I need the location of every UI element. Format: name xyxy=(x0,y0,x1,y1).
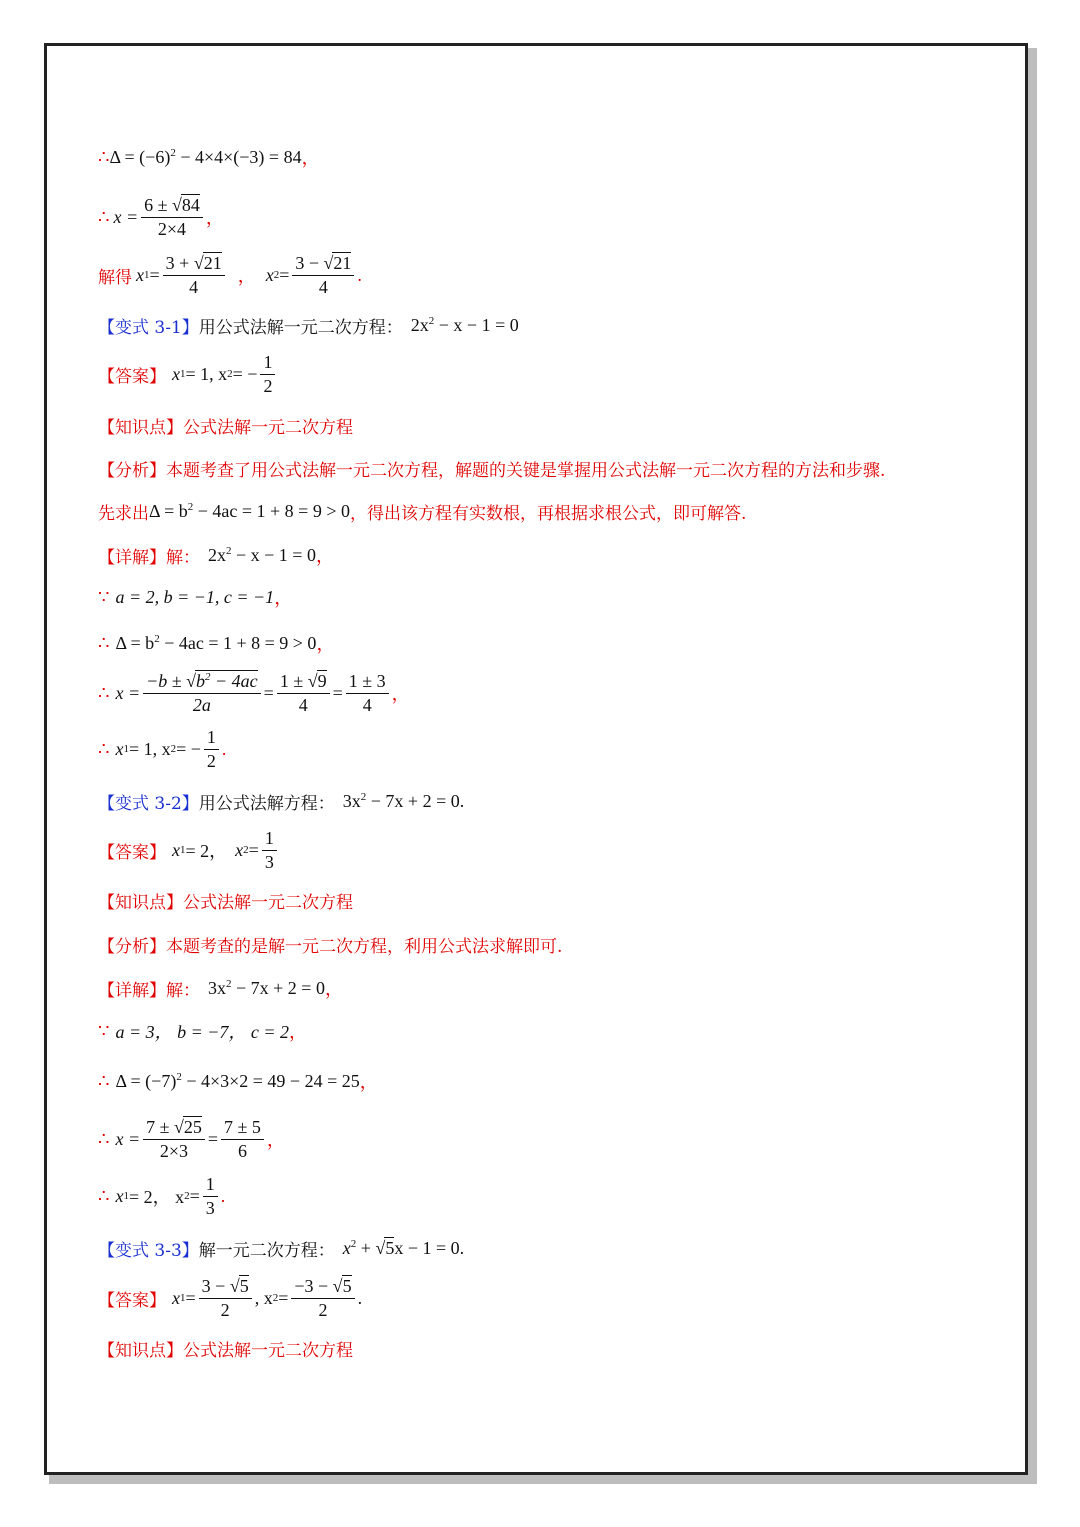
coefficients-3-2: ∵ a = 3， b = −7， c = 2 ， xyxy=(98,1020,308,1042)
answer-tag: 【答案】 xyxy=(98,366,166,387)
fraction: $\frac{1}{3}$ xyxy=(262,829,277,872)
delta-calc-line: ∴ $\Delta = (-6)^2 - 4\times 4\times(-3) = 84$ ， xyxy=(98,146,320,168)
fraction: $\frac{7 \pm 5}{6}$ xyxy=(221,1118,264,1161)
solution-line: 解得 x 1 = $\frac{3 + √21}{4}$ ， x 2 = $\frac{3 - √21}{4}$ . xyxy=(98,252,362,297)
discriminant-3-2: ∴ $\Delta = (-7)^2 - 4\times 3\times 2 = 49 - 24 = 25$ ， xyxy=(98,1070,378,1092)
fraction: $\frac{-b \pm √b^2 - 4ac}{2a}$ xyxy=(143,672,261,715)
discriminant-3-1: ∴ $\Delta = b^2 - 4ac = 1 + 8 = 9 > 0$ ， xyxy=(98,632,335,654)
answer-3-3: 【答案】 x 1 = $\frac{3 - √5}{2}$ , x 2 = $\frac{-3 - √5}{2}$ . xyxy=(98,1275,363,1320)
fraction: $\frac{1}{3}$ xyxy=(203,1175,218,1218)
knowledge-point-3-1: 【知识点】 公式法解一元二次方程 xyxy=(98,417,353,438)
answer-3-1: 【答案】 x 1 = 1, x 2 = − $\frac{1}{2}$ xyxy=(98,350,278,398)
root-formula-3-2: ∴ x = $\frac{7 \pm √25}{2\times 3}$ = $\frac{7 \pm 5}{6}$ ， xyxy=(98,1116,285,1161)
fraction: $\frac{3 + √21}{4}$ xyxy=(163,254,225,297)
variant-tag: 【变式 3-1】 xyxy=(98,317,199,338)
therefore-symbol: ∴ xyxy=(98,146,110,167)
delta-expression: $\Delta = (-6)^2 - 4\times 4\times(-3) = 84$ xyxy=(109,146,302,167)
fraction: $\frac{1 \pm 3}{4}$ xyxy=(346,672,389,715)
fraction: $\frac{1}{2}$ xyxy=(204,728,219,771)
variant-3-3-heading: 【变式 3-3】 解一元二次方程： $x^2 + √5x - 1 = 0$ . xyxy=(98,1237,465,1261)
detail-3-1: 【详解】 解： $2x^2 - x - 1 = 0$ ， xyxy=(98,544,334,568)
variant-3-2-heading: 【变式 3-2】 用公式法解方程： $3x^2 - 7x + 2 = 0$ . xyxy=(98,790,465,814)
fraction: $\frac{1}{2}$ xyxy=(260,353,275,396)
x-formula-line: ∴ x = $\frac{6 \pm √84}{2\times 4}$ ， xyxy=(98,194,224,239)
roots-3-2: ∴ x 1 = 2， x 2 = $\frac{1}{3}$ . xyxy=(98,1173,226,1218)
analysis-3-2: 【分析】 本题考查的是解一元二次方程，利用公式法求解即可. xyxy=(98,936,563,957)
fraction: $\frac{3 - √5}{2}$ xyxy=(199,1277,252,1320)
fraction: $\frac{-3 - √5}{2}$ xyxy=(291,1277,354,1320)
fraction: $\frac{3 - √21}{4}$ xyxy=(292,254,354,297)
answer-tag: 【答案】 xyxy=(98,1290,166,1311)
root-formula-3-1: ∴ x = $\frac{-b \pm √b^2 - 4ac}{2a}$ = $\frac{1 \pm √9}{4}$ = $\frac{1 \pm 3}{4}$ ， xyxy=(98,670,410,715)
knowledge-point-3-3: 【知识点】 公式法解一元二次方程 xyxy=(98,1340,353,1361)
answer-tag: 【答案】 xyxy=(98,842,166,863)
detail-3-2: 【详解】 解： $3x^2 - 7x + 2 = 0$ ， xyxy=(98,977,343,1001)
knowledge-point-3-2: 【知识点】 公式法解一元二次方程 xyxy=(98,892,353,913)
fraction: $\frac{7 \pm √25}{2\times 3}$ xyxy=(143,1118,205,1161)
analysis-3-1: 【分析】 本题考查了用公式法解一元二次方程，解题的关键是掌握用公式法解一元二次方程的方法和步骤. xyxy=(98,460,886,481)
answer-3-2: 【答案】 x 1 = 2， x 2 = $\frac{1}{3}$ xyxy=(98,826,280,874)
analysis-3-1-cont: 先求出 $\Delta = b^2 - 4ac = 1 + 8 = 9 > 0$ ，得出该方程有实数根，再根据求根公式，即可解答. xyxy=(98,500,747,524)
variant-tag: 【变式 3-3】 xyxy=(98,1240,199,1261)
variant-tag: 【变式 3-2】 xyxy=(98,793,199,814)
fraction: $\frac{1 \pm √9}{4}$ xyxy=(277,672,330,715)
variant-3-1-heading: 【变式 3-1】 用公式法解一元二次方程： $2x^2 - x - 1 = 0$ xyxy=(98,314,519,338)
fraction: $\frac{6 \pm √84}{2\times 4}$ xyxy=(141,196,203,239)
coefficients-3-1: ∵ a = 2, b = −1, c = −1 ， xyxy=(98,586,293,608)
roots-3-1: ∴ x 1 = 1, x 2 = − $\frac{1}{2}$ . xyxy=(98,726,227,771)
